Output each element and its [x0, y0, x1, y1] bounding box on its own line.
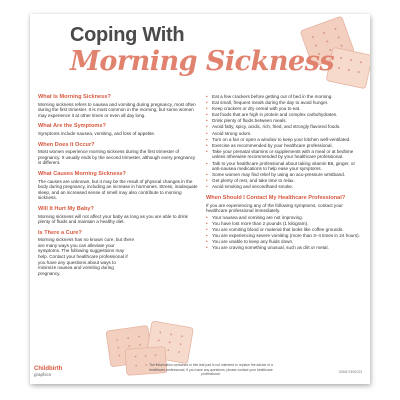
list-item: • Your nausea and vomiting are not improving. [206, 215, 364, 221]
list-item: • Avoid smoking and secondhand smoke. [206, 184, 364, 190]
list-item: • Keep crackers or dry cereal with you to eat. [206, 106, 364, 112]
list-item: • You are experiencing severe vomiting (more than 3–4 times in 24 hours). [206, 233, 364, 239]
section-heading: When Does It Occur? [38, 141, 95, 148]
right-column [206, 94, 364, 251]
disclaimer-text: The information contained in this leaf pad is not intended to replace the advice of a healthcare professional. If you have any questions, please contact your healthcare professional. [149, 363, 273, 376]
section-text: Morning sickness has no known cure, but there are many ways you can alleviate your symptoms. The following suggestions may help. Contact your healthcare professional if you have any questions about ways to minimize nausea and vomiting during pregnancy. [38, 237, 135, 276]
section-text: Morning sickness will not affect your baby as long as you are able to drink plenty of fluids and maintain a healthy diet. [38, 213, 188, 225]
warning-list [206, 215, 364, 251]
list-item: • Some women may find relief by using an acu-pressure wristband. [206, 172, 364, 178]
list-item: • Drink plenty of fluids between meals. [206, 118, 364, 124]
section-heading: What Causes Morning Sickness? [38, 170, 126, 177]
list-item: • Exercise as recommended by your healthcare professional. [206, 143, 364, 149]
list-item: • Turn on a fan or open a window to keep your kitchen well-ventilated. [206, 137, 364, 143]
section-heading: Will It Hurt My Baby? [38, 205, 94, 212]
section-text: The causes are unknown, but it may be the result of physical changes in the body during pregnancy, including an increase in hormones. Stress, inadequate sleep, and an increased sense of smell may also contribute to morning sickness. [38, 178, 198, 201]
section-heading: What Is Morning Sickness? [38, 94, 111, 100]
section-heading: Is There a Cure? [38, 229, 82, 236]
list-item: • Avoid strong odors. [206, 131, 364, 137]
section-text: Morning sickness refers to nausea and vomiting during pregnancy, most often during the first trimester. It is most common in the morning, but some women may experience it at other times or even all day long. [38, 101, 196, 118]
publisher-logo [34, 366, 62, 378]
list-item: • You are vomiting blood or material that looks like coffee grounds. [206, 227, 364, 233]
item-code: 32845 ©INKO23 [338, 370, 362, 374]
list-item: • Eat foods that are high in protein and complex carbohydrates. [206, 112, 364, 118]
list-item: • You are craving something unusual, such as dirt or metal. [206, 245, 364, 251]
list-item: • You have lost more than 2 pounds (1 kilogram). [206, 221, 364, 227]
left-column [38, 94, 198, 277]
section-text: Symptoms include nausea, vomiting, and loss of appetite. [38, 130, 156, 136]
list-item: • Avoid fatty, spicy, acidic, rich, fried, and strongly flavored foods. [206, 124, 364, 130]
section-heading: What Are the Symptoms? [38, 123, 106, 130]
list-item: • Eat a few crackers before getting out of bed in the morning. [206, 94, 364, 100]
title-line-2: Morning Sickness [70, 46, 335, 77]
tips-list [206, 94, 364, 190]
list-item: • Talk to your healthcare professional about taking vitamin B6, ginger, or anti-nausea medications to help ease your symptoms. [206, 161, 364, 172]
title-line-1: Coping With [70, 24, 185, 46]
logo-line-2: graphics [34, 372, 52, 377]
list-item: • Get plenty of rest, and take time to relax. [206, 178, 364, 184]
list-item: • Eat small, frequent meals during the day to avoid hunger. [206, 100, 364, 106]
list-item: • Take your prenatal vitamins or supplements with a meal or at bedtime unless otherwise recommended by your healthcare professional. [206, 149, 364, 160]
section-text: If you are experiencing any of the following symptoms, contact your healthcare professional immediately. [206, 202, 343, 214]
logo-line-1: Childbirth [34, 366, 63, 372]
handout-sheet [30, 14, 370, 384]
section-text: Most women experience morning sickness during the first trimester of pregnancy. It usually ends by the second trimester, although every pregnancy is different. [38, 149, 196, 166]
section-heading: When Should I Contact My Healthcare Professional? [206, 195, 346, 201]
list-item: • You are unable to keep any fluids down. [206, 239, 364, 245]
